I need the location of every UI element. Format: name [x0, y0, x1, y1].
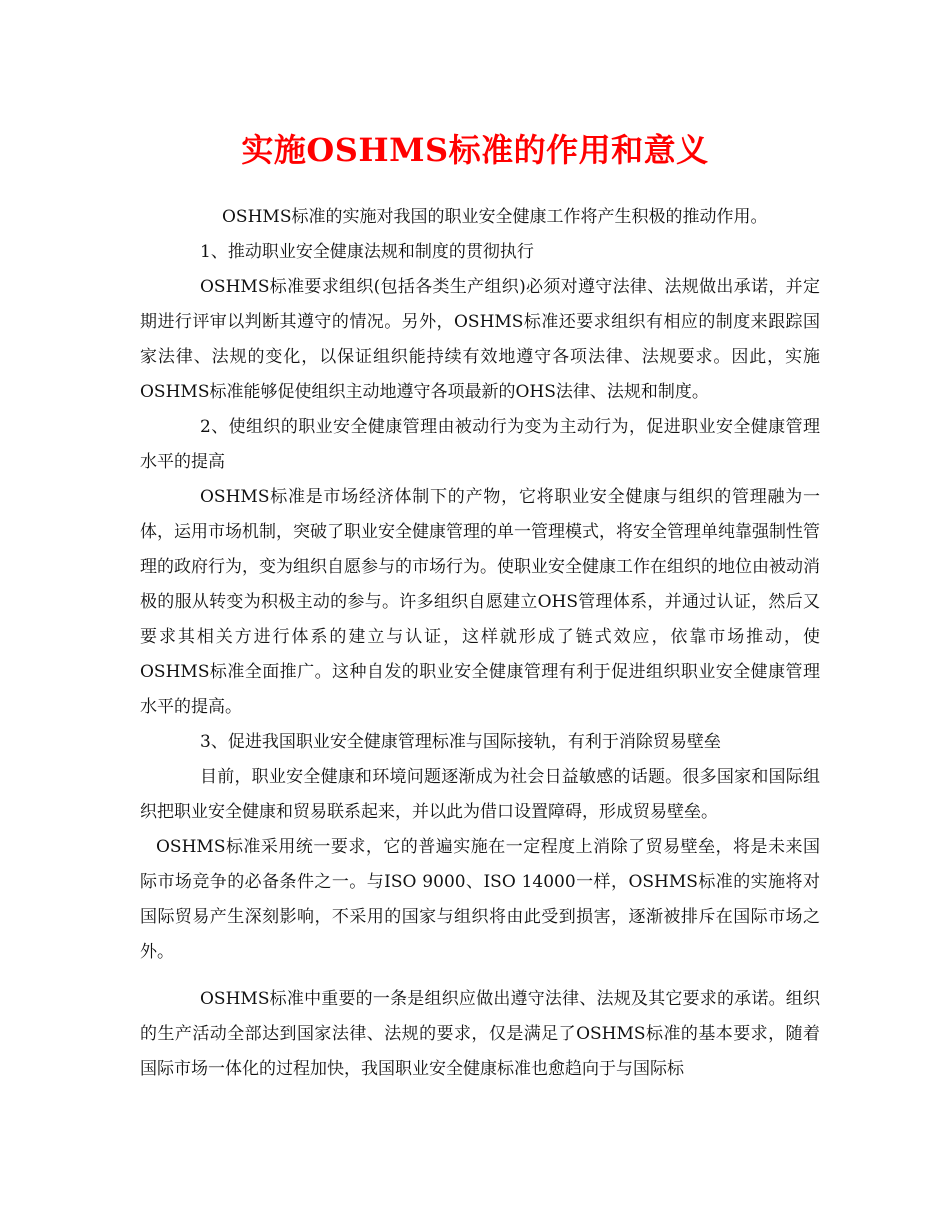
paragraph-section-1: OSHMS标准要求组织(包括各类生产组织)必须对遵守法律、法规做出承诺，并定期进行评审以判断其遵守的情况。另外，OSHMS标准还要求组织有相应的制度来跟踪国家法律、法规的变化，以保证组织能持续有效地遵守各项法律、法规要求。因此，实施OSHMS标准能够促使组织主动地遵守各项最新的OHS法律、法规和制度。 [140, 277, 820, 402]
paragraph-section-3c: OSHMS标准中重要的一条是组织应做出遵守法律、法规及其它要求的承诺。组织的生产活动全部达到国家法律、法规的要求，仅是满足了OSHMS标准的基本要求，随着国际市场一体化的过程加快，我国职业安全健康标准也愈趋向于与国际标 [140, 989, 820, 1079]
heading-section-1: 1、推动职业安全健康法规和制度的贯彻执行 [200, 242, 534, 262]
document-body [140, 200, 820, 1087]
heading-section-3: 3、促进我国职业安全健康管理标准与国际接轨，有利于消除贸易壁垒 [200, 732, 721, 752]
paragraph-section-3a: 目前，职业安全健康和环境问题逐渐成为社会日益敏感的话题。很多国家和国际组织把职业安全健康和贸易联系起来，并以此为借口设置障碍，形成贸易壁垒。 [140, 767, 820, 822]
paragraph-section-3b: OSHMS标准采用统一要求，它的普遍实施在一定程度上消除了贸易壁垒，将是未来国际市场竞争的必备条件之一。与ISO 9000、ISO 14000一样，OSHMS标准的实施将对国际贸易产生深刻影响，不采用的国家与组织将由此受到损害，逐渐被排斥在国际市场之外。 [140, 837, 820, 962]
heading-section-2: 2、使组织的职业安全健康管理由被动行为变为主动行为，促进职业安全健康管理水平的提高 [140, 417, 820, 472]
document-title: 实施OSHMS标准的作用和意义 [241, 131, 709, 169]
paragraph-section-2: OSHMS标准是市场经济体制下的产物，它将职业安全健康与组织的管理融为一体，运用市场机制，突破了职业安全健康管理的单一管理模式，将安全管理单纯靠强制性管理的政府行为，变为组织自愿参与的市场行为。使职业安全健康工作在组织的地位由被动消极的服从转变为积极主动的参与。许多组织自愿建立OHS管理体系，并通过认证，然后又要求其相关方进行体系的建立与认证，这样就形成了链式效应，依靠市场推动，使OSHMS标准全面推广。这种自发的职业安全健康管理有利于促进组织职业安全健康管理水平的提高。 [140, 487, 820, 717]
paragraph-intro: OSHMS标准的实施对我国的职业安全健康工作将产生积极的推动作用。 [222, 207, 768, 227]
